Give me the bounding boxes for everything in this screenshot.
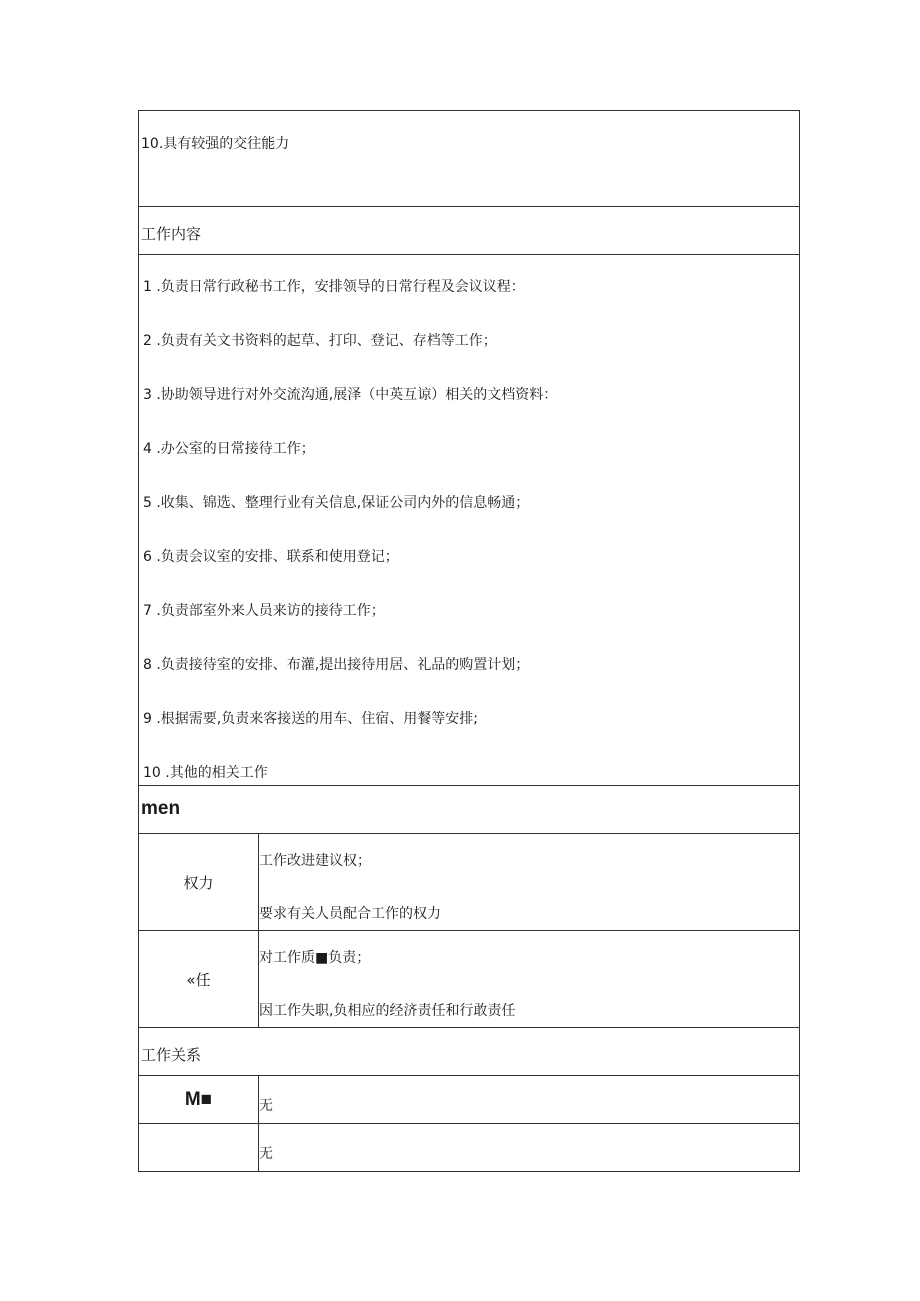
relations-heading: 工作关系: [141, 1046, 202, 1064]
relations-label-1: M■: [184, 1088, 213, 1110]
duty-item-8: 8 .负责接待室的安排、布灌,提出接待用居、礼品的购置计划；: [143, 657, 530, 673]
relations-row-2: [139, 1124, 800, 1172]
bold-section-row: [139, 786, 800, 834]
duty-item-3: 3 .协助领导进行对外交流沟通,展泽（中英互谅）相关的文档资料：: [143, 387, 558, 403]
work-content-list: [141, 255, 799, 785]
duty-item-5: 5 .收集、锦选、整理行业有关信息,保证公司内外的信息畅通；: [143, 495, 530, 511]
duty-item-4: 4 .办公室的日常接待工作；: [143, 441, 315, 457]
duty-item-10: 10 .其他的相关工作: [143, 765, 268, 781]
qualification-row: [139, 111, 800, 207]
duty-item-7: 7 .负责部室外来人员来访的接待工作；: [143, 603, 385, 619]
duty-item-9: 9 .根据需要,负责来客接送的用车、住宿、用餐等安排;: [143, 711, 478, 727]
responsibility-line-1: 对工作质■负责；: [259, 950, 371, 966]
relations-value-1: 无: [259, 1076, 800, 1124]
qualification-item-10: 10.具有较强的交往能力: [141, 136, 290, 152]
authority-line-2: 要求有关人员配合工作的权力: [259, 906, 441, 922]
duty-item-1: 1 .负责日常行政秘书工作，安排领导的日常行程及会议议程：: [143, 279, 525, 295]
authority-line-1: 工作改进建议权；: [259, 853, 371, 869]
duty-item-2: 2 .负责有关文书资料的起草、打印、登记、存档等工作；: [143, 333, 497, 349]
work-content-heading-row: [139, 207, 800, 255]
work-content-heading: 工作内容: [141, 225, 202, 243]
job-description-table-wrapper: [138, 110, 799, 1172]
authority-label: 权力: [139, 834, 259, 931]
relations-row-1: [139, 1076, 800, 1124]
bold-section-heading: men: [141, 798, 181, 819]
responsibility-row: [139, 931, 800, 1028]
relations-value-2: 无: [259, 1124, 800, 1172]
responsibility-label: «任: [139, 931, 259, 1028]
relations-label-2: [139, 1124, 259, 1172]
work-content-list-row: [139, 255, 800, 786]
relations-heading-row: [139, 1028, 800, 1076]
duty-item-6: 6 .负责会议室的安排、联系和使用登记；: [143, 549, 399, 565]
responsibility-line-2: 因工作失职,负相应的经济责任和行敢责任: [259, 1003, 516, 1019]
job-description-table: [138, 110, 800, 1172]
authority-row: [139, 834, 800, 931]
